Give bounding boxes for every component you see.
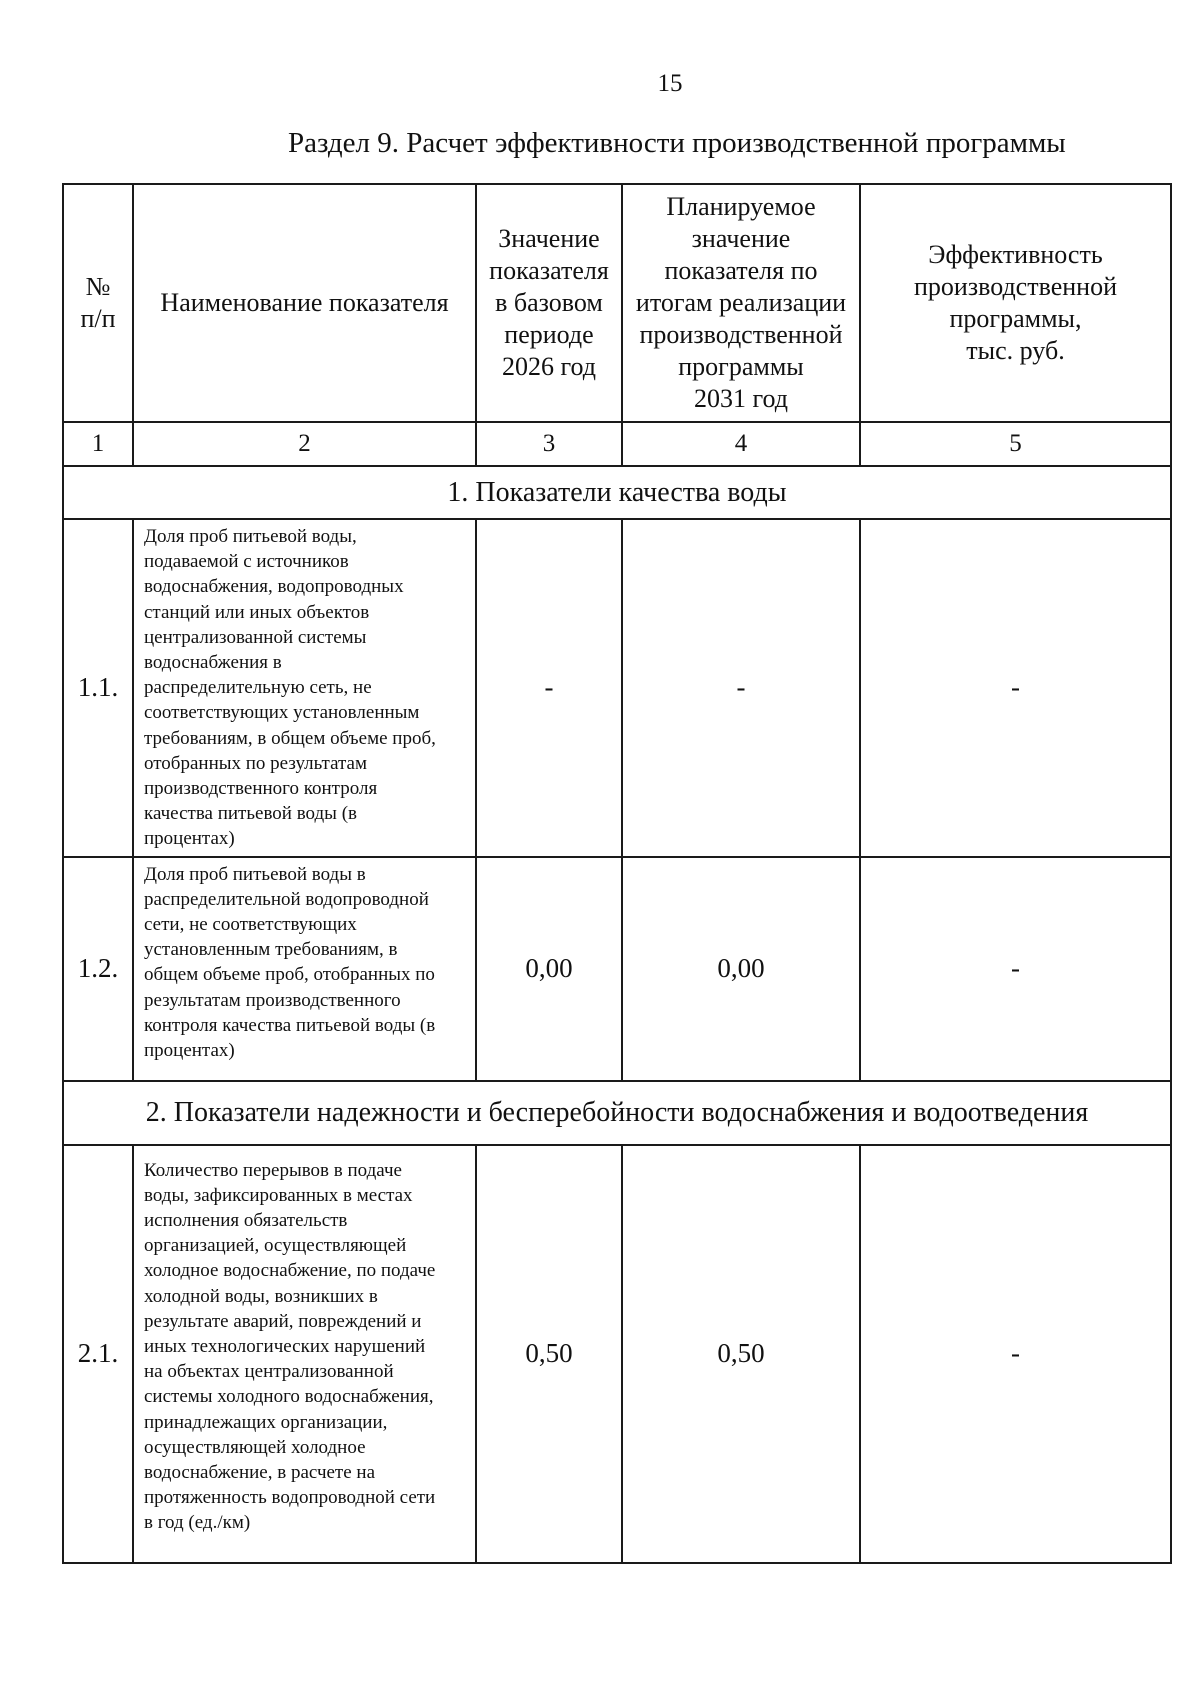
- indicator-name: Доля проб питьевой воды в распределительной водопроводной сети, не соответствующих установленным требованиям, в общем объеме проб, отобранных по результатам производственного контроля качества питьевой воды (в процентах): [133, 857, 476, 1081]
- header-indicator-name: Наименование показателя: [133, 184, 476, 422]
- base-value: 0,50: [476, 1145, 622, 1563]
- indicator-name: Количество перерывов в подаче воды, зафиксированных в местах исполнения обязательств организацией, осуществляющей холодное водоснабжение, по подаче холодной воды, возникших в результате аварий, повреждений и иных технологических нарушений на объектах централизованной системы холодного водоснабжения, принадлежащих организации, осуществляющей холодное водоснабжение, в расчете на протяженность водопроводной сети в год (ед./км): [133, 1145, 476, 1563]
- section-heading: 1. Показатели качества воды: [63, 466, 1171, 519]
- header-base-value: Значение показателя в базовом периоде 2026 год: [476, 184, 622, 422]
- column-number-row: [63, 422, 1171, 466]
- column-number: 4: [622, 422, 860, 466]
- base-value: 0,00: [476, 857, 622, 1081]
- header-number: № п/п: [63, 184, 133, 422]
- efficiency-value: -: [860, 1145, 1171, 1563]
- table-row: [63, 857, 1171, 1081]
- page-number: 15: [657, 70, 683, 97]
- row-number: 1.2.: [63, 857, 133, 1081]
- column-number: 3: [476, 422, 622, 466]
- header-row: [63, 184, 1171, 422]
- section-title: Раздел 9. Расчет эффективности производственной программы: [288, 127, 1066, 159]
- planned-value: 0,00: [622, 857, 860, 1081]
- row-number: 2.1.: [63, 1145, 133, 1563]
- indicator-name: Доля проб питьевой воды, подаваемой с источников водоснабжения, водопроводных станций или иных объектов централизованной системы водоснабжения в распределительную сеть, не соответствующих установленным требованиям, в общем объеме проб, отобранных по результатам производственного контроля качества питьевой воды (в процентах): [133, 519, 476, 857]
- section-header-row: [63, 466, 1171, 519]
- section-heading: 2. Показатели надежности и бесперебойности водоснабжения и водоотведения: [63, 1081, 1171, 1145]
- header-efficiency: Эффективность производственной программы, тыс. руб.: [860, 184, 1171, 422]
- efficiency-table: [62, 183, 1172, 1564]
- section-header-row: [63, 1081, 1171, 1145]
- efficiency-value: -: [860, 857, 1171, 1081]
- planned-value: 0,50: [622, 1145, 860, 1563]
- header-planned-value: Планируемое значение показателя по итогам реализации производственной программы 2031 год: [622, 184, 860, 422]
- table-row: [63, 519, 1171, 857]
- efficiency-value: -: [860, 519, 1171, 857]
- column-number: 5: [860, 422, 1171, 466]
- table-row: [63, 1145, 1171, 1563]
- planned-value: -: [622, 519, 860, 857]
- base-value: -: [476, 519, 622, 857]
- column-number: 1: [63, 422, 133, 466]
- column-number: 2: [133, 422, 476, 466]
- row-number: 1.1.: [63, 519, 133, 857]
